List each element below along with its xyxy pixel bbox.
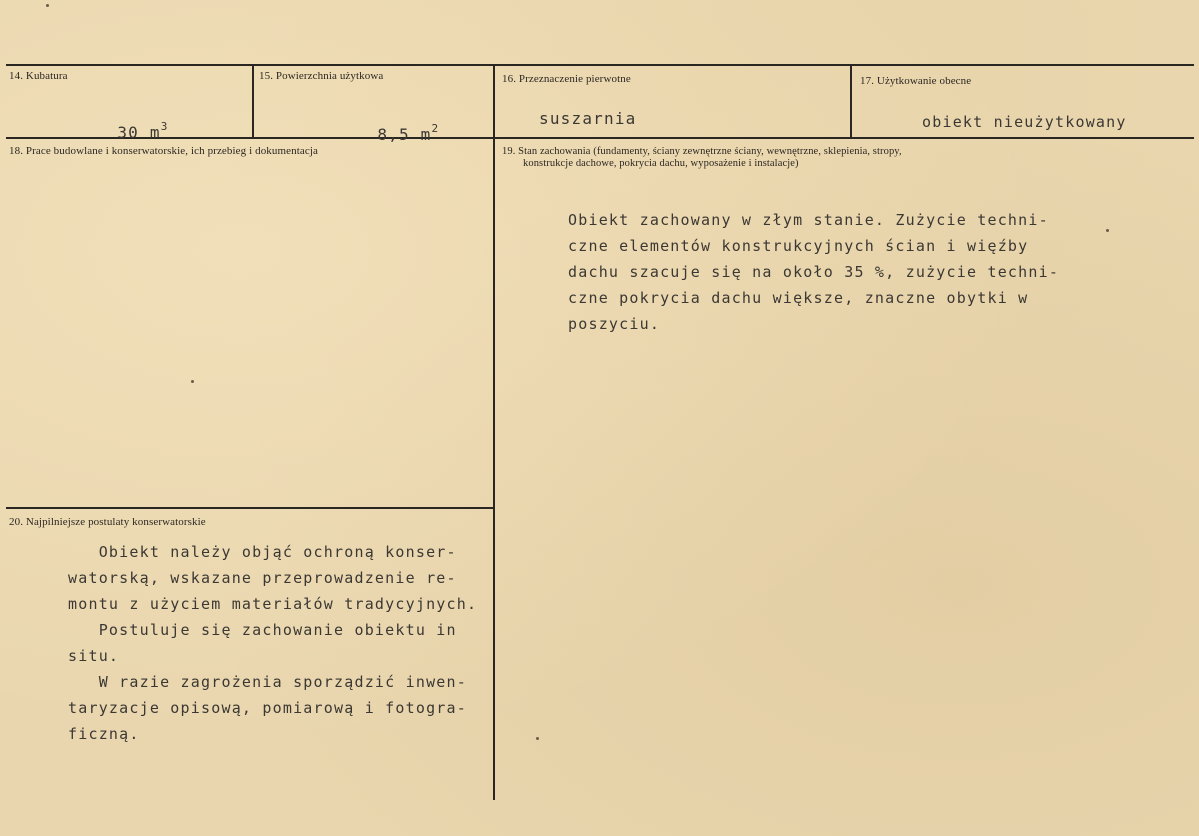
- text-line: czne elementów konstrukcyjnych ścian i więźby: [568, 237, 1029, 255]
- paper-speck: [536, 737, 539, 740]
- text-line: czne pokrycia dachu większe, znaczne obytki w: [568, 289, 1029, 307]
- text-line: taryzacje opisową, pomiarową i fotogra-: [68, 699, 467, 717]
- text-line: Obiekt zachowany w złym stanie. Zużycie techni-: [568, 211, 1049, 229]
- field-19-text: [568, 207, 1059, 337]
- field-16-label: 16. Przeznaczenie pierwotne: [502, 73, 631, 85]
- field-17-label: 17. Użytkowanie obecne: [860, 75, 972, 87]
- divider-14-15: [252, 64, 254, 139]
- field-15-label: 15. Powierzchnia użytkowa: [259, 70, 384, 82]
- field-18-label: 18. Prace budowlane i konserwatorskie, ich przebieg i dokumentacja: [9, 145, 318, 157]
- paper-speck: [191, 380, 194, 383]
- text-line: watorską, wskazane przeprowadzenie re-: [68, 569, 457, 587]
- row1-bottom-rule: [6, 137, 1194, 139]
- text-line: Postuluje się zachowanie obiektu in: [68, 621, 457, 639]
- powierzchnia-exponent: 2: [431, 122, 440, 135]
- paper-speck: [1106, 229, 1109, 232]
- field-19-label-line1: 19. Stan zachowania (fundamenty, ściany zewnętrzne ściany, wewnętrzne, sklepienia, stropy,: [502, 146, 902, 157]
- field-20-text: [68, 539, 477, 747]
- main-vertical-divider: [493, 64, 495, 800]
- field-14-label: 14. Kubatura: [9, 70, 68, 82]
- divider-16-17: [850, 64, 852, 139]
- field-20-label: 20. Najpilniejsze postulaty konserwatorskie: [9, 516, 206, 528]
- kubatura-value: 30 m: [117, 123, 161, 142]
- field-15-value: [334, 106, 439, 163]
- field-17-value: obiekt nieużytkowany: [922, 113, 1127, 131]
- kubatura-exponent: 3: [160, 120, 169, 133]
- text-line: W razie zagrożenia sporządzić inwen-: [68, 673, 467, 691]
- text-line: ficzną.: [68, 725, 140, 743]
- top-rule: [6, 64, 1194, 66]
- text-line: poszyciu.: [568, 315, 661, 333]
- text-line: dachu szacuje się na około 35 %, zużycie techni-: [568, 263, 1060, 281]
- field-16-value: suszarnia: [539, 109, 637, 128]
- text-line: situ.: [68, 647, 120, 665]
- field-19-label-line2: konstrukcje dachowe, pokrycia dachu, wyposażenie i instalacje): [523, 158, 799, 169]
- text-line: Obiekt należy objąć ochroną konser-: [68, 543, 457, 561]
- paper-speck: [46, 4, 49, 7]
- text-line: montu z użyciem materiałów tradycyjnych.: [68, 595, 478, 613]
- section-18-20-rule: [6, 507, 495, 509]
- powierzchnia-value: 8,5 m: [377, 125, 432, 144]
